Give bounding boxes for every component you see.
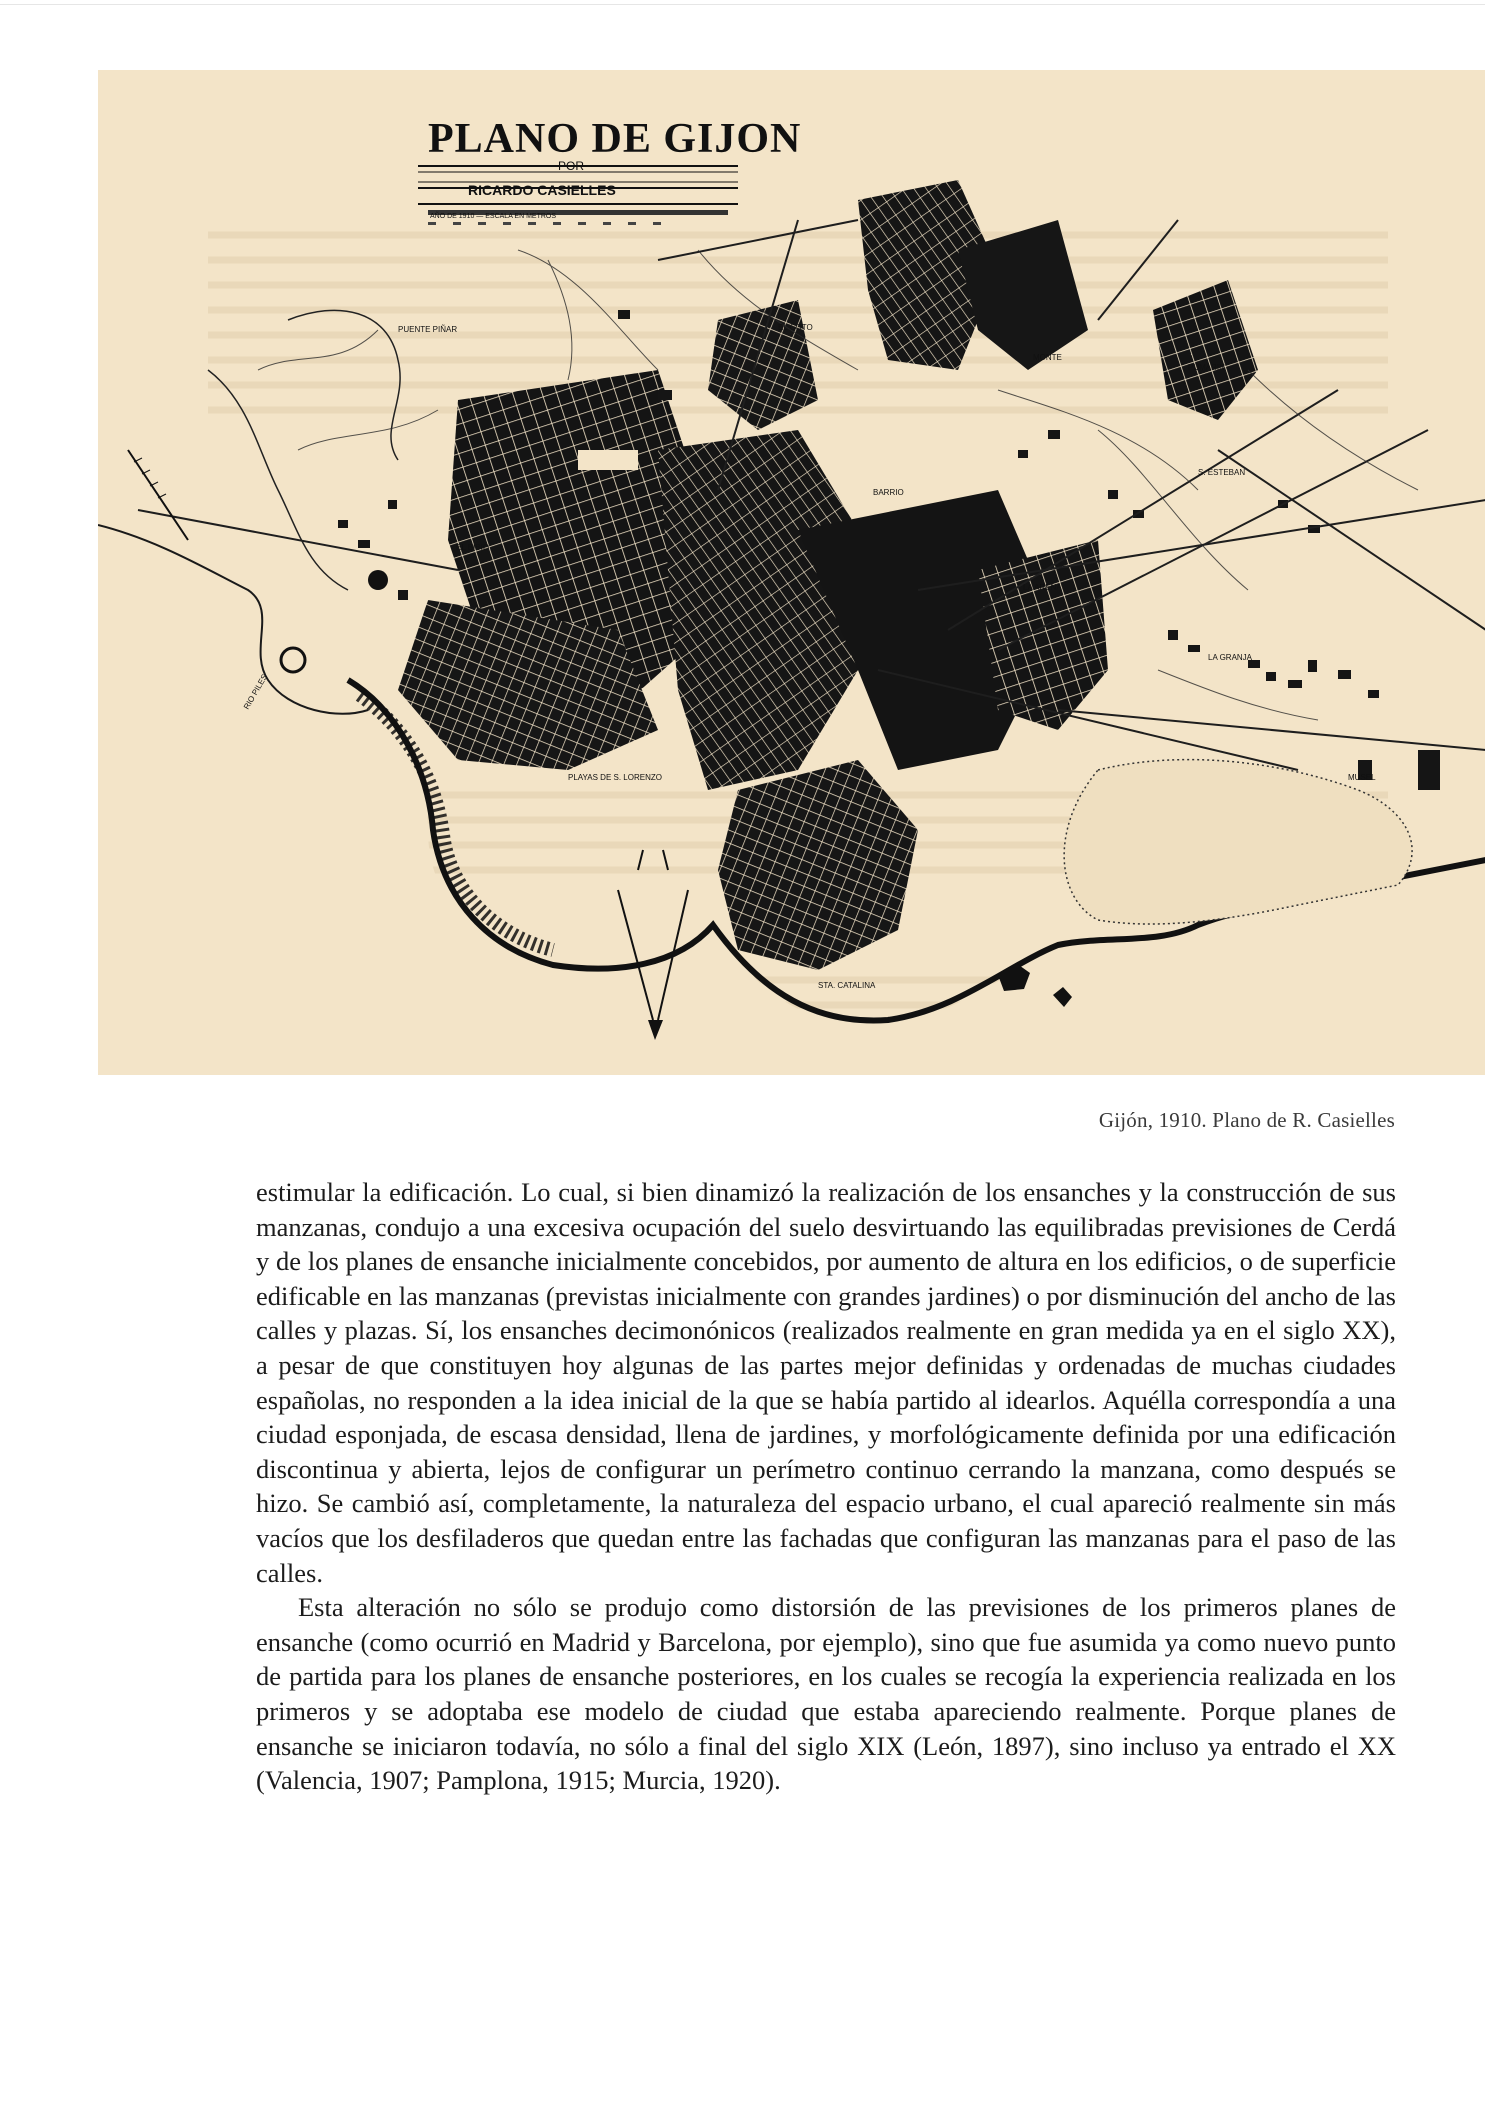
map-label: PUENTE PIÑAR <box>398 325 458 334</box>
map-author: RICARDO CASIELLES <box>468 182 616 198</box>
body-text <box>256 1175 1396 1798</box>
map-scale: AÑO DE 1910 — ESCALA EN METROS <box>430 213 557 220</box>
map-label: PUMARIN <box>1188 363 1225 372</box>
map-label: MUSEL <box>1348 773 1376 782</box>
map-label: STA. CATALINA <box>818 981 876 990</box>
map-label: PLAYAS DE S. LORENZO <box>568 773 662 782</box>
map-label: LA ARENA <box>1023 583 1062 592</box>
paragraph: Esta alteración no sólo se produjo como distorsión de las previsiones de los primeros planes de ensanche (como ocurrió en Madrid y Barcelona, por ejemplo), sino que fue asumida ya como nuevo punto de partida para los planes de ensanche posteriores, en los cuales se recogía la experiencia realizada en los primeros y se adoptaba ese modelo de ciudad que estaba apareciendo realmente. Porque planes de ensanche se iniciaron todavía, no sólo a final del siglo XIX (León, 1897), sino incluso ya entrado el XX (Valencia, 1907; Pamplona, 1915; Murcia, 1920). <box>256 1592 1396 1796</box>
map-label: LA GRANJA <box>1208 653 1253 662</box>
map-label: MONTE <box>1033 353 1062 362</box>
figure-caption: Gijón, 1910. Plano de R. Casielles <box>1098 1108 1395 1132</box>
map-title-por: POR <box>558 159 585 173</box>
map-label: RIO PILES <box>241 672 270 711</box>
map-label: EL BIBIO <box>456 543 490 552</box>
map-label: BARRIO <box>873 488 904 497</box>
map-title: PLANO DE GIJON <box>428 116 802 162</box>
page-top-rule <box>0 4 1485 5</box>
map-figure <box>98 70 1485 1075</box>
map-label: EL COTO <box>778 323 813 332</box>
paragraph: estimular la edificación. Lo cual, si bien dinamizó la realización de los ensanches y la construcción de sus manzanas, condujo a una excesiva ocupación del suelo desvirtuando las equilibradas previsiones de Cerdá y de los planes de ensanche inicialmente concebidos, por aumento de altura en los edificios, o de superficie edificable en las manzanas (previstas inicialmente con grandes jardines) o por disminución del ancho de las calles y plazas. Sí, los ensanches decimonónicos (realizados realmente en gran medida ya en el siglo XX), a pesar de que constituyen hoy algunas de las partes mejor definidas y ordenadas de muchas ciudades españolas, no responden a la idea inicial de la que se había partido al idearlos. Aquélla correspondía a una ciudad esponjada, de escasa densidad, llena de jardines, y morfológicamente definida por una edificación discontinua y abierta, lejos de configurar un perímetro continuo cerrando la manzana, como después se hizo. Se cambió así, completamente, la naturaleza del espacio urbano, el cual apareció realmente sin más vacíos que los desfiladeros que quedan entre las fachadas que configuran las manzanas para el paso de las calles. <box>256 1177 1396 1588</box>
city-map-image <box>98 70 1485 1075</box>
map-label: S. ESTEBAN <box>1198 468 1246 477</box>
